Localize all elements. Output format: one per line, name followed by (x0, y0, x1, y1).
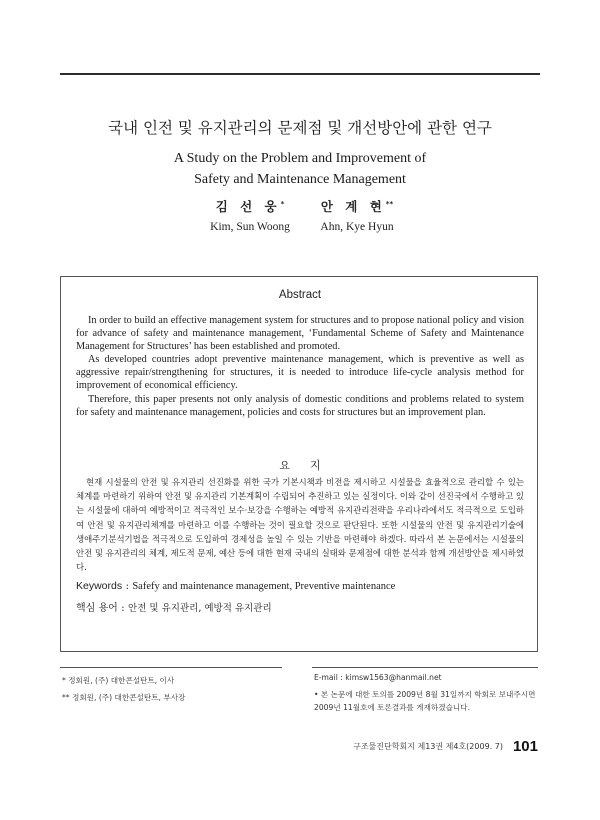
author-2 (282, 197, 432, 233)
abstract-paragraph-2: As developed countries adopt preventive maintenance management, which is preventive as well as aggressive repair/strengthening for structures, it is needed to introduce life-cycle analysis method for improvement of economical efficiency. (76, 354, 524, 392)
yoji-text: 현재 시설물의 안전 및 유지관리 선진화를 위한 국가 기본시책과 비전을 제시하고 시설물을 효율적으로 관리할 수 있는 체계를 마련하기 위하여 안전 및 유지관리 기본계획이 수립되어 추진하고 있는 실정이다. 이와 같이 선진국에서 수행하고 있는 시설물에 대하여 예방적이고 적극적인 보수·보강을 수행하는 예방적 유지관리전략을 우리나라에서도 적극적으로 도입하여 안전 및 유지관리체계를 마련하고 이를 수행하는 것이 필요할 것으로 판단된다. 또한 시설물의 안전 및 유지관리기술에 생애주기분석기법을 적극적으로 도입하여 경제성을 높일 수 있는 기반을 마련해야 하겠다. 따라서 본 논문에서는 시설물의 안전 및 유지관리의 체계, 제도적 문제, 예산 등에 대한 현재 국내의 실태와 문제점에 대한 분석과 함께 개선방안을 제시하였다. (76, 477, 524, 573)
title-en-line2: Safety and Maintenance Management (194, 172, 406, 187)
footnote-author-1: * 정회원, (주) 대한콘설탄트, 이사 (62, 676, 175, 685)
page-number: 101 (512, 738, 538, 755)
paper-title-korean: 국내 인전 및 유지관리의 문제점 및 개선방안에 관한 연구 (108, 119, 492, 137)
abstract-box (60, 276, 538, 652)
footnote-discussion-note: • 본 논문에 대한 토의를 2009년 8월 31일까지 학회로 보내주시면 2009년 11월호에 토론결과를 게재하겠습니다. (314, 690, 536, 712)
abstract-heading: Abstract (278, 289, 322, 301)
abstract-text (76, 314, 524, 419)
author-2-name-en: Ahn, Kye Hyun (320, 221, 394, 233)
footnote-rule-right (312, 667, 538, 668)
keywords-ko: 핵심 용어 : 안전 및 유지관리, 예방적 유지관리 (76, 602, 272, 614)
abstract-paragraph-1: In order to build an effective management system for structures and to propose national policy and vision for advance of safety and maintenance management, ‘Fundamental Scheme of Safety and Maintenance Management for Structures’ has been established and promoted. (76, 315, 524, 353)
keywords-en-value: Safefy and maintenance management, Preventive maintenance (132, 581, 396, 592)
page-footer (353, 738, 538, 755)
keywords-ko-value: 안전 및 유지관리, 예방적 유지관리 (128, 603, 272, 614)
footnote-email: E-mail : kimsw1563@hanmail.net (314, 673, 442, 682)
keywords-en-label: Keywords (76, 580, 123, 592)
author-1-name-en: Kim, Sun Woong (210, 221, 290, 233)
author-2-mark: ** (385, 199, 394, 208)
footnote-author-2: ** 정회원, (주) 대한콘설탄트, 부사장 (62, 693, 186, 702)
author-1-name-ko: 김 선 웅 (215, 199, 281, 214)
title-en-line1: A Study on the Problem and Improvement of (173, 151, 427, 166)
keywords-en: Keywords : Safefy and maintenance management, Preventive maintenance (76, 580, 396, 592)
keywords-ko-label: 핵심 용어 (76, 603, 118, 614)
footnote-rule-left (60, 667, 282, 668)
paper-title-english (0, 148, 600, 190)
author-2-name-ko: 안 계 현 (320, 199, 386, 214)
yoji-heading: 요지 (279, 459, 341, 472)
author-1-mark: * (280, 199, 285, 208)
top-rule (60, 73, 540, 75)
abstract-paragraph-3: Therefore, this paper presents not only analysis of domestic conditions and problems related to system for safety and maintenance management, policies and costs for structures but an improvement plan. (76, 393, 524, 418)
journal-citation: 구조물진단학회지 제13권 제4호(2009. 7) (353, 742, 503, 751)
